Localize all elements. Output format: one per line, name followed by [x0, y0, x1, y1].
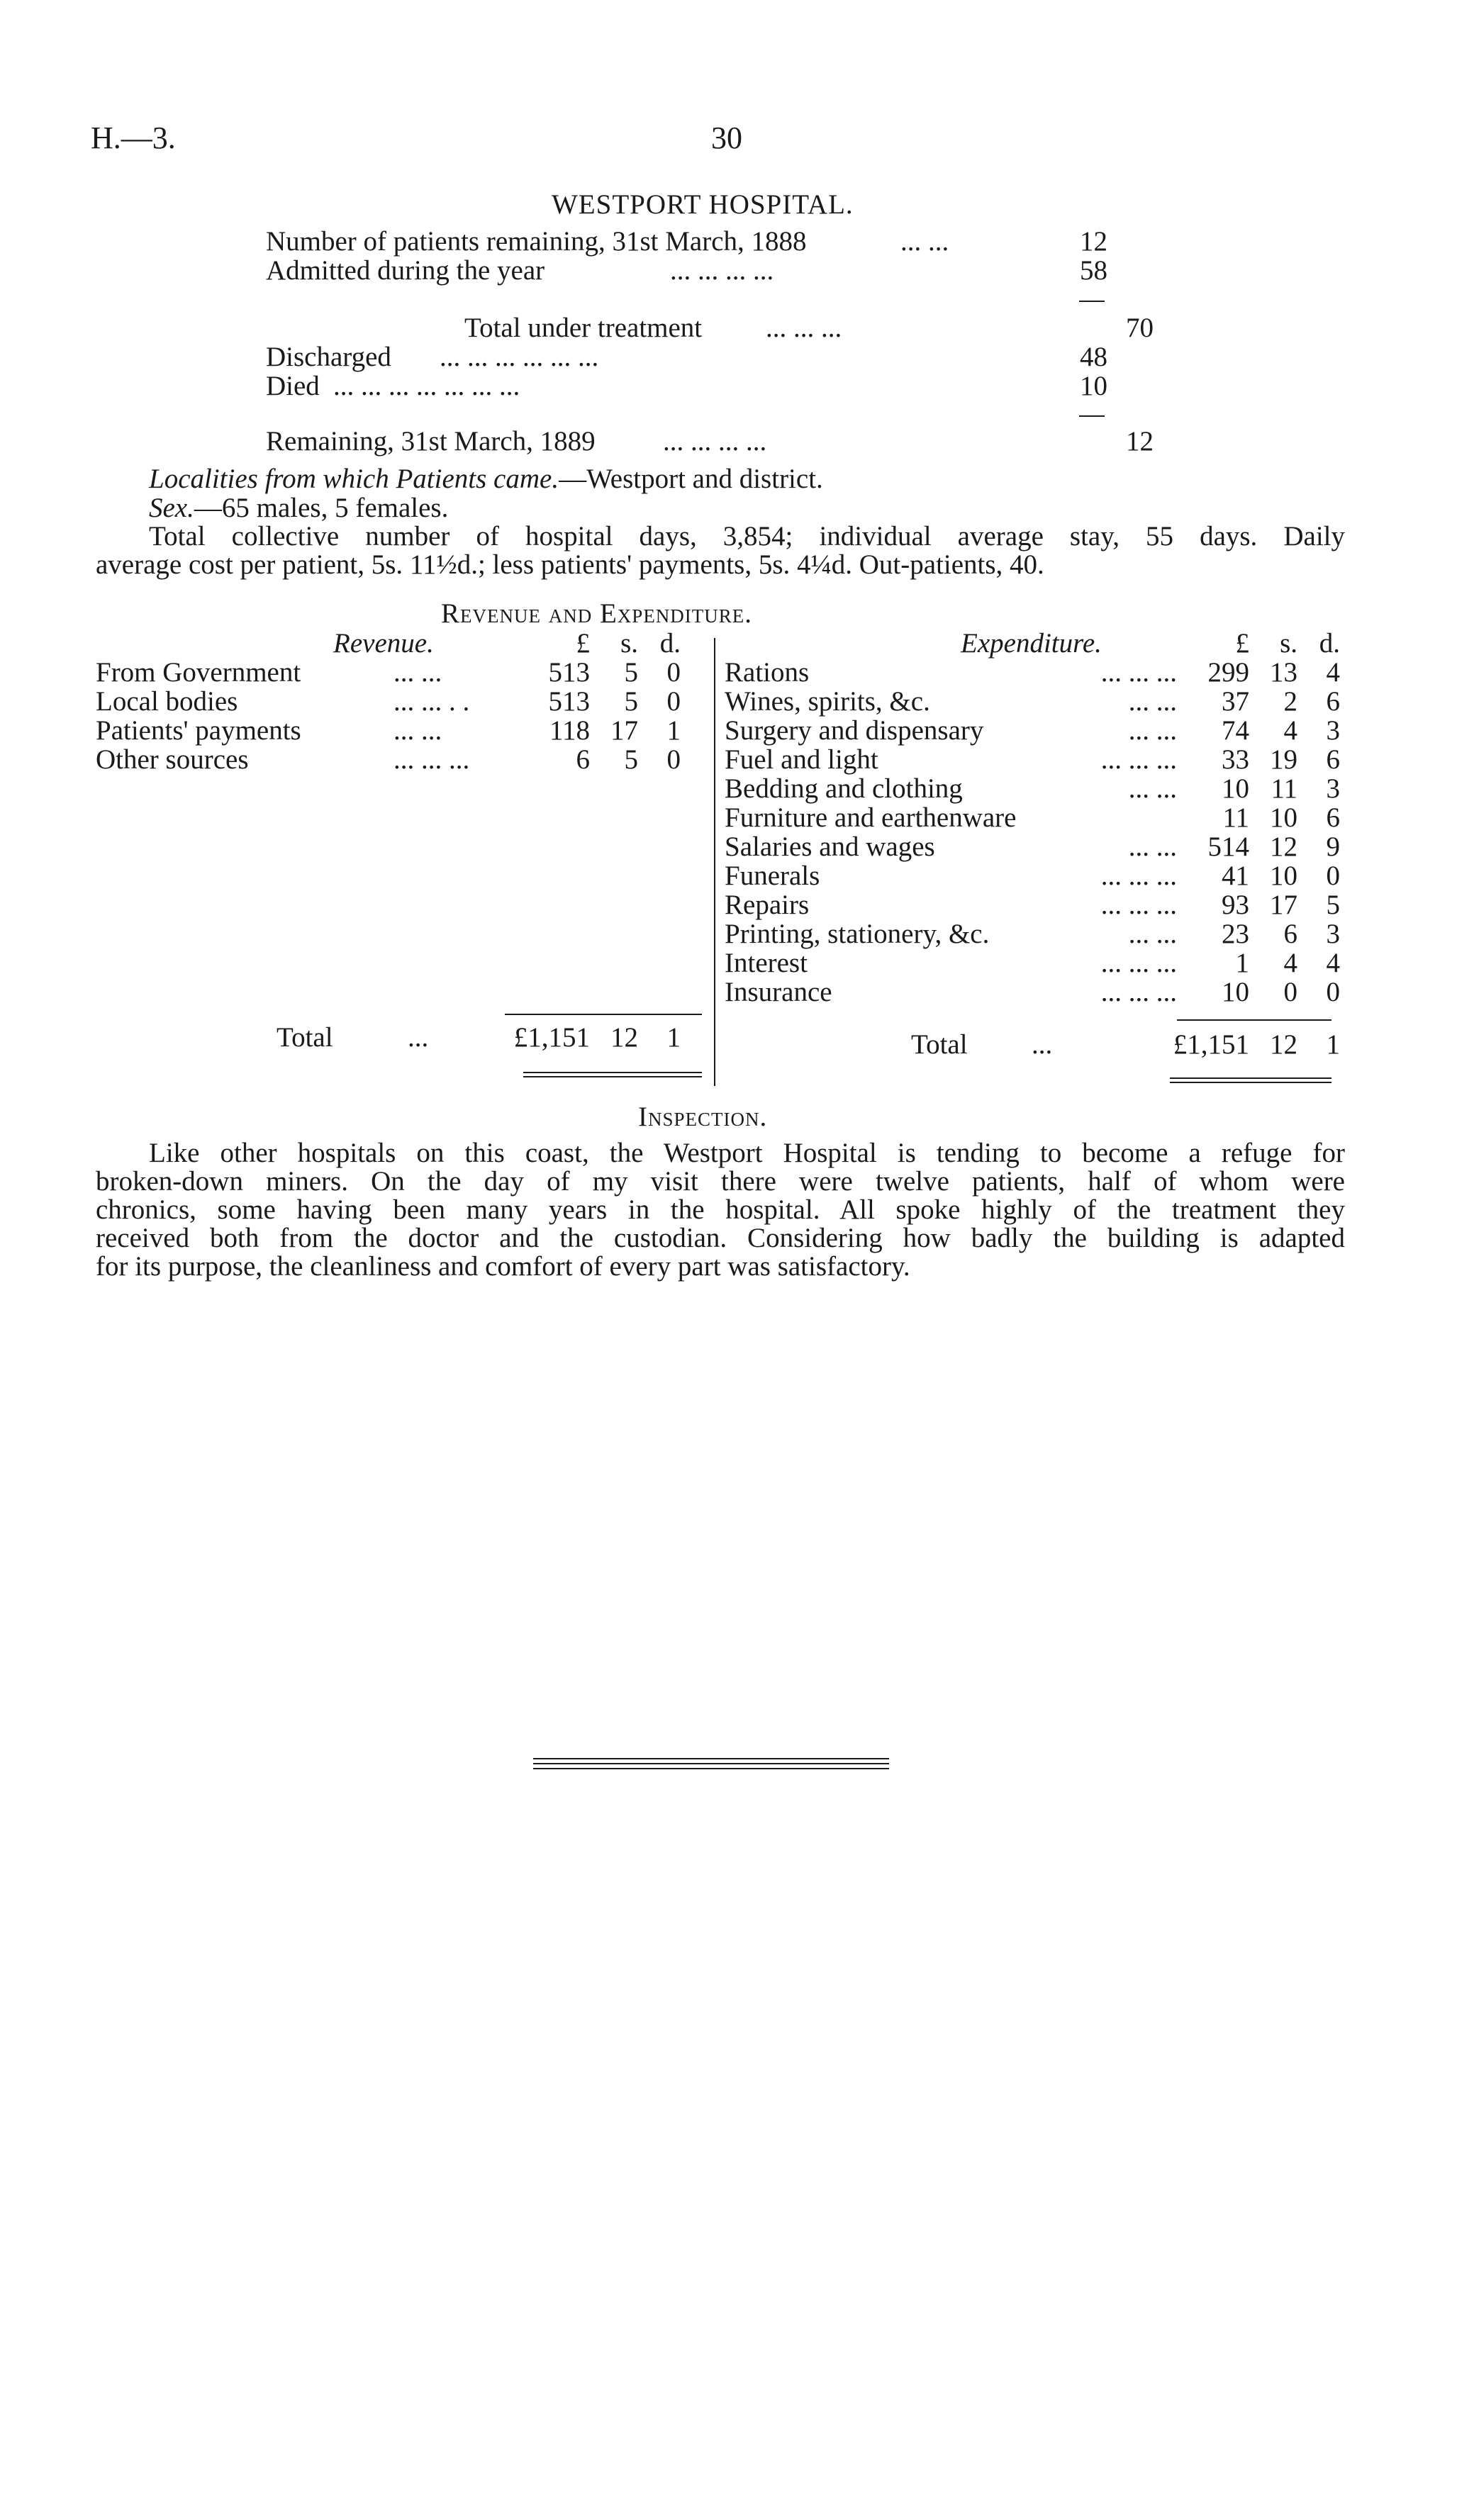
expenditure-total-rule-top — [1177, 1019, 1331, 1021]
revenue-row-dots: ... ... ... — [393, 744, 470, 775]
expenditure-row-dots: ... ... — [1128, 831, 1177, 862]
expenditure-row-label: Funerals — [725, 861, 820, 891]
hospital-days-paragraph — [96, 522, 1345, 579]
expenditure-total-underline-1 — [1170, 1077, 1331, 1079]
document-code: H.—3. — [91, 121, 176, 155]
died-dots: ... ... ... ... ... ... ... — [333, 371, 520, 401]
page-number: 30 — [711, 121, 742, 155]
expenditure-row-pounds: 10 — [1222, 773, 1249, 804]
revenue-row-pence: 1 — [666, 715, 681, 746]
expenditure-row-pounds: 41 — [1222, 861, 1249, 891]
expenditure-total-shillings: 12 — [1270, 1029, 1297, 1060]
expenditure-row-shillings: 4 — [1283, 715, 1297, 746]
expenditure-row-shillings: 4 — [1283, 948, 1297, 978]
expenditure-row-pence: 5 — [1326, 890, 1340, 920]
expenditure-total-pence: 1 — [1326, 1029, 1340, 1060]
expenditure-shillings-header: s. — [1280, 628, 1297, 659]
expenditure-row-dots: ... ... ... — [1100, 948, 1177, 978]
expenditure-row-pounds: 37 — [1222, 686, 1249, 717]
discharged-label: Discharged — [266, 342, 391, 372]
expenditure-row-label: Furniture and earthenware — [725, 802, 1017, 833]
expenditure-row-dots: ... ... ... — [1100, 977, 1177, 1007]
expenditure-row-dots: ... ... — [1128, 686, 1177, 717]
discharged-dots: ... ... ... ... ... ... — [440, 342, 599, 372]
expenditure-row-shillings: 10 — [1270, 802, 1297, 833]
closing-rule-3 — [533, 1768, 889, 1769]
expenditure-row-pence: 4 — [1326, 657, 1340, 688]
expenditure-row-label: Interest — [725, 948, 808, 978]
page-title: WESTPORT HOSPITAL. — [552, 189, 854, 220]
expenditure-row-dots: ... ... ... — [1100, 657, 1177, 688]
inspection-paragraph — [96, 1139, 1345, 1281]
hospital-days-line-2: average cost per patient, 5s. 11½d.; less patients' payments, 5s. 4¼d. Out-patients, 40. — [96, 549, 1044, 580]
expenditure-row-pounds: 514 — [1207, 831, 1249, 862]
expenditure-row-label: Insurance — [725, 977, 832, 1007]
expenditure-row-dots: ... ... ... — [1100, 861, 1177, 891]
revenue-row-pounds: 513 — [548, 657, 590, 688]
expenditure-row-pence: 3 — [1326, 773, 1340, 804]
sex-line — [149, 493, 448, 523]
remaining-rule — [1079, 415, 1105, 417]
expenditure-row-label: Repairs — [725, 890, 810, 920]
remaining-start-label: Number of patients remaining, 31st March, 1888 — [266, 226, 807, 257]
remaining-start-value: 12 — [1080, 226, 1107, 257]
revenue-heading: Revenue. — [333, 628, 434, 659]
expenditure-total-pounds: £1,151 — [1173, 1029, 1249, 1060]
expenditure-row-label: Wines, spirits, &c. — [725, 686, 930, 717]
expenditure-row-pounds: 23 — [1222, 919, 1249, 949]
revenue-total-dots: ... — [408, 1022, 429, 1053]
expenditure-row-pounds: 1 — [1235, 948, 1249, 978]
expenditure-row-shillings: 10 — [1270, 861, 1297, 891]
expenditure-row-shillings: 0 — [1283, 977, 1297, 1007]
total-under-treatment-dots: ... ... ... — [766, 313, 842, 343]
expenditure-pence-header: d. — [1319, 628, 1340, 659]
expenditure-row-label: Bedding and clothing — [725, 773, 963, 804]
revenue-row-label: Patients' payments — [96, 715, 301, 746]
table-divider — [714, 638, 715, 1086]
revenue-row-dots: ... ... . . — [393, 686, 470, 717]
expenditure-row-label: Rations — [725, 657, 810, 688]
expenditure-row-pounds: 93 — [1222, 890, 1249, 920]
expenditure-row-label: Salaries and wages — [725, 831, 935, 862]
inspection-line-4: received both from the doctor and the custodian. Considering how badly the building is adapted — [96, 1223, 1345, 1253]
sex-value: —65 males, 5 females. — [194, 493, 449, 523]
closing-rule-1 — [533, 1758, 889, 1759]
revenue-total-underline-2 — [523, 1076, 702, 1077]
closing-rule-2 — [533, 1763, 889, 1764]
revenue-pence-header: d. — [659, 628, 681, 659]
expenditure-row-pounds: 33 — [1222, 744, 1249, 775]
localities-value: —Westport and district. — [559, 464, 823, 494]
remaining-end-value: 12 — [1126, 426, 1154, 457]
inspection-line-1: Like other hospitals on this coast, the Westport Hospital is tending to become a refuge for — [149, 1138, 1345, 1168]
expenditure-row-pounds: 10 — [1222, 977, 1249, 1007]
revenue-row-pence: 0 — [666, 686, 681, 717]
subtotal-rule — [1079, 301, 1105, 302]
expenditure-total-dots: ... — [1032, 1029, 1053, 1060]
expenditure-heading: Expenditure. — [961, 628, 1102, 659]
inspection-heading: Inspection. — [638, 1102, 768, 1132]
expenditure-row-shillings: 13 — [1270, 657, 1297, 688]
expenditure-row-label: Surgery and dispensary — [725, 715, 984, 746]
total-under-treatment-value: 70 — [1126, 313, 1154, 343]
revenue-total-label: Total — [277, 1022, 333, 1053]
died-value: 10 — [1080, 371, 1107, 401]
revenue-total-underline-1 — [523, 1072, 702, 1073]
expenditure-row-pence: 0 — [1326, 977, 1340, 1007]
admitted-label: Admitted during the year — [266, 255, 545, 286]
remaining-end-label: Remaining, 31st March, 1889 — [266, 426, 596, 457]
sex-label: Sex. — [149, 493, 194, 523]
expenditure-row-pence: 6 — [1326, 802, 1340, 833]
revenue-row-pounds: 118 — [549, 715, 590, 746]
expenditure-row-shillings: 12 — [1270, 831, 1297, 862]
hospital-days-line-1: Total collective number of hospital days, 3,854; individual average stay, 55 days. Daily — [149, 521, 1345, 551]
expenditure-row-shillings: 6 — [1283, 919, 1297, 949]
expenditure-row-label: Printing, stationery, &c. — [725, 919, 990, 949]
revenue-total-shillings: 12 — [610, 1022, 638, 1053]
inspection-line-5: for its purpose, the cleanliness and comfort of every part was satisfactory. — [96, 1251, 910, 1282]
revenue-total-pounds: £1,151 — [513, 1022, 590, 1053]
expenditure-row-dots: ... ... ... — [1100, 744, 1177, 775]
expenditure-row-pounds: 11 — [1222, 802, 1249, 833]
expenditure-total-underline-2 — [1170, 1082, 1331, 1083]
total-under-treatment-label: Total under treatment — [464, 313, 703, 343]
remaining-start-dots: ... ... — [900, 226, 949, 257]
revenue-total-rule-top — [505, 1014, 702, 1015]
revenue-row-pence: 0 — [666, 657, 681, 688]
revenue-row-pence: 0 — [666, 744, 681, 775]
expenditure-total-label: Total — [911, 1029, 968, 1060]
expenditure-row-pence: 9 — [1326, 831, 1340, 862]
expenditure-row-shillings: 17 — [1270, 890, 1297, 920]
revenue-shillings-header: s. — [620, 628, 638, 659]
expenditure-row-pence: 3 — [1326, 715, 1340, 746]
localities-line — [149, 464, 823, 494]
expenditure-row-pence: 3 — [1326, 919, 1340, 949]
expenditure-row-dots: ... ... — [1128, 773, 1177, 804]
revenue-expenditure-heading: Revenue and Expenditure. — [441, 598, 753, 629]
admitted-value: 58 — [1080, 255, 1107, 286]
expenditure-row-shillings: 11 — [1271, 773, 1297, 804]
expenditure-row-shillings: 19 — [1270, 744, 1297, 775]
revenue-row-label: Local bodies — [96, 686, 238, 717]
admitted-dots: ... ... ... ... — [670, 255, 774, 286]
revenue-row-shillings: 5 — [624, 744, 638, 775]
expenditure-row-shillings: 2 — [1283, 686, 1297, 717]
revenue-row-label: Other sources — [96, 744, 249, 775]
expenditure-row-pence: 6 — [1326, 744, 1340, 775]
revenue-row-pounds: 513 — [548, 686, 590, 717]
localities-label: Localities from which Patients came. — [149, 464, 559, 494]
expenditure-row-pence: 4 — [1326, 948, 1340, 978]
revenue-total-pence: 1 — [666, 1022, 681, 1053]
revenue-row-shillings: 17 — [610, 715, 638, 746]
discharged-value: 48 — [1080, 342, 1107, 372]
remaining-end-dots: ... ... ... ... — [663, 426, 767, 457]
expenditure-row-pounds: 299 — [1207, 657, 1249, 688]
inspection-line-3: chronics, some having been many years in the hospital. All spoke highly of the treatment they — [96, 1194, 1345, 1225]
revenue-row-dots: ... ... — [393, 657, 442, 688]
expenditure-row-dots: ... ... — [1128, 919, 1177, 949]
expenditure-row-dots: ... ... — [1128, 715, 1177, 746]
expenditure-row-label: Fuel and light — [725, 744, 878, 775]
revenue-row-label: From Government — [96, 657, 301, 688]
inspection-line-2: broken-down miners. On the day of my visit there were twelve patients, half of whom were — [96, 1166, 1345, 1197]
revenue-row-shillings: 5 — [624, 686, 638, 717]
revenue-row-shillings: 5 — [624, 657, 638, 688]
died-label: Died — [266, 371, 320, 401]
expenditure-pounds-header: £ — [1235, 628, 1249, 659]
expenditure-row-dots: ... ... ... — [1100, 890, 1177, 920]
expenditure-row-pounds: 74 — [1222, 715, 1249, 746]
expenditure-row-pence: 0 — [1326, 861, 1340, 891]
revenue-row-pounds: 6 — [576, 744, 590, 775]
revenue-row-dots: ... ... — [393, 715, 442, 746]
revenue-pounds-header: £ — [576, 628, 590, 659]
expenditure-row-pence: 6 — [1326, 686, 1340, 717]
